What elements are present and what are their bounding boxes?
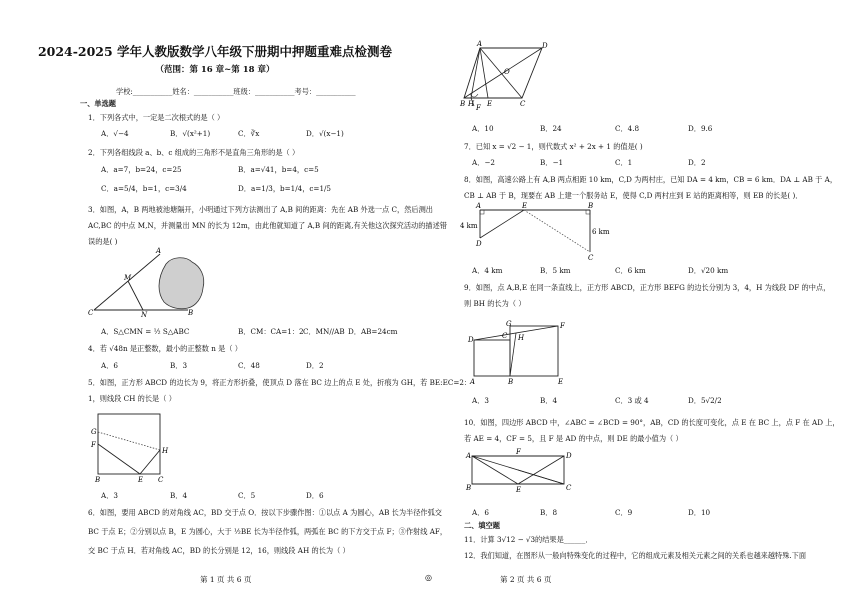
label-b: B bbox=[588, 202, 594, 210]
q3-line1: 3．如图，A，B 两地被池塘隔开，小明通过下列方法测出了 A,B 间的距离：先在 AB 外选一点 C，然后测出 bbox=[88, 205, 433, 214]
student-info-line: 学校:___________姓名：___________班级：___________考号：___________ bbox=[116, 87, 356, 96]
label-h: H bbox=[468, 100, 475, 108]
label-b: B bbox=[460, 100, 466, 108]
q3-option-c[interactable]: C．MN//AB bbox=[303, 327, 345, 336]
right-angle-b bbox=[586, 210, 590, 214]
label-4km: 4 km bbox=[460, 222, 478, 230]
label-e: E bbox=[516, 486, 522, 494]
label-c: C bbox=[520, 100, 526, 108]
q5-line2: 1，则线段 CH 的长是（ ） bbox=[88, 394, 176, 403]
q3-option-a[interactable]: A．S△CMN = ½ S△ABC bbox=[101, 327, 190, 336]
q9-option-b[interactable]: B．4 bbox=[540, 396, 558, 405]
line-fc bbox=[518, 470, 564, 484]
label-b: B bbox=[188, 309, 194, 317]
label-c: C bbox=[88, 309, 94, 317]
q5-option-d[interactable]: D．6 bbox=[306, 491, 324, 500]
q7-stem: 7．已知 x = √2 − 1，则代数式 x² + 2x + 1 的值是( ) bbox=[464, 142, 643, 151]
right-angle-a bbox=[480, 210, 484, 214]
q5-option-c[interactable]: C．5 bbox=[238, 491, 256, 500]
q3-line3: 误的是( ) bbox=[88, 237, 118, 246]
q3-option-d[interactable]: D．AB=24cm bbox=[348, 327, 398, 336]
label-6km: 6 km bbox=[592, 228, 610, 236]
line-ca bbox=[94, 254, 160, 310]
label-e: E bbox=[558, 378, 564, 386]
label-a: A bbox=[156, 247, 162, 255]
label-e: E bbox=[522, 202, 528, 210]
q9-option-c[interactable]: C．3 或 4 bbox=[615, 396, 649, 405]
q7-option-b[interactable]: B．−1 bbox=[540, 158, 564, 167]
q10-line2: 若 AE = 4，CF = 5，且 F 是 AD 的中点，则 DE 的最小值为（ ） bbox=[464, 434, 683, 443]
q3-option-b[interactable]: B．CM：CA=1：2 bbox=[238, 327, 304, 336]
q5-option-a[interactable]: A．3 bbox=[101, 491, 118, 500]
exam-title: 2024-2025 学年人教版数学八年级下册期中押题重难点检测卷 bbox=[37, 44, 393, 59]
q10-option-d[interactable]: D．10 bbox=[688, 508, 711, 517]
q1-option-b[interactable]: B．√(x²+1) bbox=[170, 129, 211, 138]
q6-option-b[interactable]: B．24 bbox=[540, 124, 562, 133]
line-bh bbox=[510, 333, 516, 376]
q8-highway-figure bbox=[460, 202, 624, 262]
q1-option-a[interactable]: A．√−4 bbox=[101, 129, 129, 138]
label-n: N bbox=[141, 311, 148, 319]
q6-line1: 6．如图，要用 ABCD 的对角线 AC，BD 交于点 O．按以下步骤作图：①以点 A 为圆心，AB 长为半径作弧交 bbox=[88, 508, 442, 517]
q6-line3: 交 BC 于点 H．若对角线 AC，BD 的长分别是 12，16，则线段 AH 的长为（ ） bbox=[88, 546, 350, 555]
q9-line1: 9．如图，点 A,B,E 在同一条直线上，正方形 ABCD，正方形 BEFG 的边长分别为 3，4，H 为线段 DF 的中点， bbox=[464, 283, 831, 292]
q9-option-a[interactable]: A．3 bbox=[472, 396, 489, 405]
label-d: D bbox=[542, 42, 548, 50]
label-o: O bbox=[504, 68, 510, 76]
square-abcd bbox=[474, 340, 510, 376]
label-a: A bbox=[470, 378, 476, 386]
line-ec bbox=[524, 210, 590, 252]
label-d: D bbox=[468, 336, 474, 344]
line-ed bbox=[518, 456, 564, 484]
section-heading-single-choice: 一、单选题 bbox=[80, 99, 116, 108]
q3-line2: AC,BC 的中点 M,N，并测量出 MN 的长为 12m，由此他就知道了 A,B 间的距离,有关他这次探究活动的描述错 bbox=[88, 221, 447, 230]
q4-option-d[interactable]: D．2 bbox=[306, 361, 324, 370]
q3-pond-figure bbox=[88, 247, 218, 319]
q7-option-c[interactable]: C．1 bbox=[615, 158, 633, 167]
label-d: D bbox=[566, 452, 572, 460]
label-f: F bbox=[476, 104, 481, 112]
q8-option-b[interactable]: B．5 km bbox=[540, 266, 571, 275]
q8-option-c[interactable]: C．6 km bbox=[615, 266, 646, 275]
q6-line2: BC 于点 E；②分别以点 B，E 为圆心，大于 ½BE 长为半径作弧，两弧在 BC 的下方交于点 F；③作射线 AF， bbox=[88, 527, 448, 536]
q2-option-d[interactable]: D．a=1/3，b=1/4，c=1/5 bbox=[238, 184, 332, 193]
page-number-left: 第 1 页 共 6 页 bbox=[200, 575, 252, 584]
line-mn bbox=[128, 281, 143, 310]
label-b: B bbox=[508, 378, 514, 386]
label-g: G bbox=[506, 320, 512, 328]
q10-line1: 10．如图，四边形 ABCD 中，∠ABC = ∠BCD = 90°，AB，CD 的长度可变化，点 E 在 BC 上，点 F 在 AD 上， bbox=[464, 418, 840, 427]
q4-stem: 4．若 √48n 是正整数，最小的正整数 n 是（ ） bbox=[88, 344, 242, 353]
q1-option-d[interactable]: D．√(x−1) bbox=[306, 129, 344, 138]
q5-line1: 5．如图，正方形 ABCD 的边长为 9，将正方形折叠，使顶点 D 落在 BC 边上的点 E 处，折痕为 GH，若 BE:EC=2： bbox=[88, 378, 472, 387]
q6-option-c[interactable]: C．4.8 bbox=[615, 124, 640, 133]
label-m: M bbox=[124, 274, 132, 282]
q5-option-b[interactable]: B．4 bbox=[170, 491, 188, 500]
label-h: H bbox=[518, 334, 525, 342]
right-page bbox=[430, 0, 860, 608]
pond-shape bbox=[159, 258, 204, 309]
label-a: A bbox=[477, 40, 483, 48]
q8-line1: 8．如图，高速公路上有 A,B 两点相距 10 km，C,D 为两村庄，已知 DA = 4 km，CB = 6 km．DA ⊥ AB 于 A， bbox=[464, 175, 838, 184]
q12-stem: 12．我们知道，在图形从一般向特殊变化的过程中，它的组成元素及相关元素之间的关系也越来越特殊.下面 bbox=[464, 551, 807, 560]
q2-option-b[interactable]: B．a=√41，b=4，c=5 bbox=[238, 165, 319, 174]
q6-option-a[interactable]: A．10 bbox=[472, 124, 494, 133]
q10-option-b[interactable]: B．8 bbox=[540, 508, 558, 517]
q10-quadrilateral-figure bbox=[466, 448, 596, 494]
page-number-right: 第 2 页 共 6 页 bbox=[500, 575, 552, 584]
q11-stem: 11．计算 3√12 − √3的结果是______． bbox=[464, 535, 593, 544]
diagonal-ac bbox=[480, 48, 522, 98]
label-b: B bbox=[466, 484, 472, 492]
q9-line2: 则 BH 的长为（ ） bbox=[464, 299, 526, 308]
q5-square-figure bbox=[92, 410, 172, 482]
q1-stem: 1．下列各式中，一定是二次根式的是（ ） bbox=[88, 113, 225, 122]
section-heading-fill-blank: 二、填空题 bbox=[464, 521, 500, 530]
label-b: B bbox=[95, 476, 101, 484]
label-c: C bbox=[158, 476, 164, 484]
line-ae bbox=[472, 456, 518, 484]
line-eh bbox=[140, 450, 160, 474]
q9-two-squares-figure bbox=[468, 318, 578, 386]
label-a: A bbox=[466, 452, 472, 460]
label-f: F bbox=[516, 448, 521, 456]
label-a: A bbox=[476, 202, 482, 210]
label-d: D bbox=[476, 240, 482, 248]
line-de bbox=[480, 210, 524, 238]
label-e: E bbox=[138, 476, 144, 484]
label-f: F bbox=[560, 322, 565, 330]
q1-option-c[interactable]: C．∛x bbox=[238, 129, 260, 138]
q10-option-a[interactable]: A．6 bbox=[472, 508, 489, 517]
q7-option-d[interactable]: D．2 bbox=[688, 158, 706, 167]
q2-option-c[interactable]: C．a=5/4，b=1，c=3/4 bbox=[101, 184, 187, 193]
exam-subtitle: （范围：第 16 章~第 18 章） bbox=[155, 65, 275, 75]
q6-parallelogram-figure bbox=[460, 40, 550, 112]
label-c: C bbox=[566, 484, 572, 492]
label-g: G bbox=[91, 428, 97, 436]
fold-line-gh bbox=[98, 432, 160, 450]
label-h: H bbox=[162, 447, 169, 455]
q2-stem: 2．下列各组线段 a、b、c 组成的三角形不是直角三角形的是（ ） bbox=[88, 148, 300, 157]
label-c: C bbox=[502, 332, 508, 340]
line-fe bbox=[98, 444, 140, 474]
square-abcd bbox=[98, 414, 160, 474]
q4-option-a[interactable]: A．6 bbox=[101, 361, 118, 370]
label-f: F bbox=[91, 441, 96, 449]
q9-option-d[interactable]: D．5√2/2 bbox=[688, 396, 722, 405]
q8-line2: CB ⊥ AB 于 B，现要在 AB 上建一个服务站 E，使得 C,D 两村庄到 E 站的距离相等，则 EB 的长是( )． bbox=[464, 191, 803, 200]
q2-option-a[interactable]: A．a=7，b=24，c=25 bbox=[101, 165, 182, 174]
q4-option-c[interactable]: C．48 bbox=[238, 361, 260, 370]
binding-mark: ◎ bbox=[425, 573, 432, 582]
q6-option-d[interactable]: D．9.6 bbox=[688, 124, 713, 133]
q10-option-c[interactable]: C．9 bbox=[615, 508, 633, 517]
q4-option-b[interactable]: B．3 bbox=[170, 361, 188, 370]
q8-option-a[interactable]: A．4 km bbox=[472, 266, 503, 275]
label-c: C bbox=[588, 254, 594, 262]
label-e: E bbox=[487, 100, 493, 108]
q8-option-d[interactable]: D．√20 km bbox=[688, 266, 729, 275]
q7-option-a[interactable]: A．−2 bbox=[472, 158, 495, 167]
